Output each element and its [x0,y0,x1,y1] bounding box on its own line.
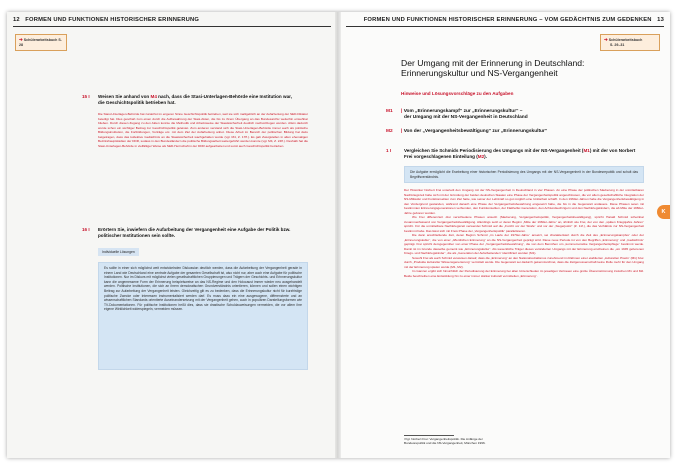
answer-paragraph-5: Im Ganzen ergibt sich hinsichtlich der Periodisierung der Erinnerung bei allen Unterschieden im jeweiligen Vertrauen eine große Übereinstimmung zwischen M1 und M2. Beide beschreiben eine Entwicklung hin zu einer immer stärker kulturell vermittelten „Erinnerung“. [404,269,644,278]
material-m2: M2 | Von der „Vergangenheitsbewältigung“ zur „Erinnerungskultur“ [386,129,548,134]
workbook-reference-line2: S. 29–31 [610,43,625,47]
task-15-rest: nach, dass die Stasi-Unterlagen-Behörde eine Institution war, die Geschichtspolitik betrieben hat. [98,94,292,106]
workbook-reference-text: Schülerarbeitsbuch S. 28 [19,38,62,47]
material-m1-title-line2: der Umgang mit der NS-Vergangenheit in Deutschland [404,115,528,120]
task-1-ref1: M1 [583,148,590,153]
task-1-hint: Die Aufgabe ermöglicht die Erarbeitung einer historischen Periodisierung des Umgangs mit der NS-Vergangenheit in der Bundesrepublik und schult das Begriffsverständnis. [410,170,638,179]
task-15-answer: Die Stasi-Unterlagen-Behörde hat zunächst im engeren Sinne Geschichtspolitik betrieben, weil sie sich maßgeblich an der Aufarbeitung der SED-Diktatur beteiligt hat. Dies geschah zum einen durch die Aufbewahrung der Stasi-Akten, die bis zu ihrem Übergang an das Bundesarchiv weiterhin einsehbar blieben. Durch diesen Zugang zu den Akten konnte die Methodik und Arbeitsweise der Staatssicherheit deutlich nachvollzogen werden. Allein dadurch wurde schon ein wichtiger Beitrag zur Geschichtspolitik geleistet. Zum anderen verstand sich die Stasi-Unterlagen-Behörde immer auch als politische Bildungsinstitution, die Fortbildungen, Vorträge etc. mit dem Ziel der Aufarbeitung anbot. Diese Arbeit im Bereich der politischen Bildung hat dazu beigetragen, dass das kollektive Gedächtnis an die Staatssicherheit wachgehalten wurde (vgl. M4, Z. 17ff.). Es gab Zweigstellen in allen ehemaligen Bezirkshauptstädten der DDR, sodass in den Bundesländern die politische Bildungsarbeit weitergeführt werden konnte (vgl. M4, Z. 24ff.). Deshalb hat die Stasi-Unterlagen-Behörde in vielfältiger Weise als SED-Herrschaft in der DDR aufgearbeitet und somit auch Geschichtspolitik betrieben. [98,112,308,148]
workbook-reference-line1: Schülerarbeitsbuch [608,38,643,42]
footnote-line1: ¹Vgl. Norbert Frei: Vergangenheitspolitik. Die Anfänge der [404,437,483,441]
task-15-number: 15 I [82,94,90,99]
task-16-answer: Es sollte in einer sich möglichst weit entwickelnden Diskussion deutlich werden, dass die Aufarbeitung der Vergangenheit gerade in einem Land wie Deutschland eine zentrale Aufgabe der gesamten Gesellschaft ist, also nicht nur, aber auch eine Aufgabe für politische Institutionen. Nur im Diskurs mit möglichst vielen gesellschaftlichen Gruppierungen und Trägern der Geschichts- und Erinnerungskultur kann die angemessene Form der Erinnerung beispielsweise an das NS-Regime und den Holocaust immer wieder neu ausgehandelt werden. Politische Institutionen, die sich an ihrem demokratischen Grundverständnis orientieren, können und sollen einen wichtigen Beitrag zur Aufarbeitung der Vergangenheit leisten. Gleichzeitig gilt es zu bedenken, dass die Erinnerungskultur nicht für kurzfristige politische Zwecke oder Interessen instrumentalisiert werden darf. Es muss dazu ein eine ausgewogene, differenzierte und an wissenschaftlichen Standards orientierte Auseinandersetzung mit der Vergangenheit gehen, auch in populären Darstellungsformen wie TV-Dokumentationen. Für politische Institutionen heißt dies, dass sie drastische Schuldzuweisungen vermeiden, die vor allem ihre eigene Wirklichkeit widerspiegeln, vermeiden müssen. [104,266,302,312]
task-15-ref: M4 [150,94,157,99]
chapter-title-line2: Erinnerungskultur und NS-Vergangenheit [401,68,558,78]
left-running-header [13,17,199,23]
chapter-title-line1: Der Umgang mit der Erinnerung in Deutschland: [401,58,585,68]
material-m1: M1 | Vom „Erinnerungskampf“ zur „Erinnerungskultur“ – der Umgang mit der NS-Vergangenheit in Deutschland [386,109,528,120]
footnote-line2: Bundesrepublik und die NS-Vergangenheit, München 1996. [404,441,486,446]
right-page-number: 13 [657,17,664,23]
footnote-rule [404,435,454,436]
chapter-side-tab: K [657,205,670,219]
task-1-number: 1 I [386,148,392,153]
book-gutter [335,12,341,458]
task-1-text [404,148,644,160]
left-header-rule [13,26,331,27]
task-16-text: Erörtern Sie, inwiefern die Aufarbeitung der Vergangenheit eine Aufgabe der Politik bzw. politischer Institutionen sein sollte. [98,227,291,239]
workbook-reference-left [15,34,67,51]
task-15-text [98,94,298,106]
right-header-text: FORMEN UND FUNKTIONEN HISTORISCHER ERINNERUNG – VOM GEDÄCHTNIS ZUM GEDENKEN [363,17,652,23]
material-m1-title: Vom „Erinnerungskampf“ zur „Erinnerungskultur“ – [403,109,523,114]
task-1-prefix: Vergleichen Sie Schmids Periodisierung des Umgangs mit der NS-Vergangenheit ( [404,148,584,153]
material-m1-label: M1 [386,109,393,114]
answer-paragraph-2: Wo Frei differenziert drei verschiedene Phasen ansetzt (Säuberung, Vergangenheitspolitik, Vergangenheitsbewältigung), spricht Harald Schmid scheinbar zusammenfassend von Vergangenheitsbewältigung. Allerdings setzt er deren Beginn „Mitte der 1960er-Jahre“ an, ähnlich wie Frei, der von den „späten Kriegsjahre Jahren“ spricht. Für die unmittelbare Nachkriegszeit verwendet Schmid auf die „Furcht vor der Strafe“ und vor der „Siegerjustiz“ (Z. 11f.), die das Verhältnis zur NS-Vergangenheit bestimmt habe. Das lässt sich mit Freis Phase der „Vergangenheitspolitik“ parallelisieren. [404,215,644,233]
hints-subheading: Hinweise und Lösungsvorschläge zu den Aufgaben [401,91,514,96]
task-16-number: 16 I [82,227,90,232]
chapter-title [401,58,651,78]
material-m2-title: Von der „Vergangenheitsbewältigung“ zur „Erinnerungskultur“ [403,129,548,134]
arrow-right-icon: ➔ [19,37,23,42]
task-1-answer [404,188,644,278]
individual-solutions-tag: Individuelle Lösungen [98,248,139,256]
task-1-middle: ) mit der von Norbert Frei vorgeschlagenen Einteilung ( [404,148,636,160]
task-16-answer-box [98,262,308,370]
task-1-hint-box [404,166,644,183]
arrow-right-icon: ➔ [604,37,608,42]
answer-paragraph-3: Die dann anschließende Zeit, deren Beginn Schmid „im Laufe der 1970er-Jahre“ ansetzt, sei charakterisiert durch die Zeit des „Erinnerungskampfes“ oder der „Erinnerungskultur“, die von einer „öffentlichen Erinnerung“ an die NS-Vergangenheit geprägt wird. Diese neue Periode ist von den Begriffen „Erinnerung“ und „Gedächtnis“ geprägt. Frei spricht demgegenüber von einer Phase der „Vergangenheitsbewahrung“, die von dem Bemühen um „kommemorative Vergangenheitspflege“ bestimmt werde. Damit ist im Grunde dasselbe gemeint wie „Erinnerungskultur“. Als wesentliche Träger dieses veränderten Umgangs mit der Erinnerung erscheinen die „um 1945 geborenen Kriegs- und Nachkriegskinder“, die als „Generation der Aufarbeitenden“ identifiziert werden (M1). [404,233,644,255]
answer-paragraph-4: Sowohl Frei als auch Schmid verweisen darauf, dass die „Erinnerung“ an den Nationalsozialismus zunehmend im Rahmen einer etablierten „kulturellen Praxis“ (M1) bzw. durch „Produkte kultureller Wissensgenerierung“ vermittelt werde. Die Gegenwart sei dadurch gekennzeichnet, dass die Zeitgenossenschaft keine Rolle mehr für den Umgang mit der Erinnerung spielen werde (M1, M2). [404,255,644,269]
answer-paragraph-1: Der Historiker Norbert Frei unterteilt den Umgang mit der NS-Vergangenheit in Deutschland in vier Phasen. An eine Phase der politischen Säuberung in der unmittelbaren Nachkriegszeit habe sich mit der Gründung der beiden deutschen Staaten eine Phase der Vergangenheitspolitik angeschlossen, die vor allem gesellschaftliche Integration der NS-Mitläufer und Funktionseliten zum Ziel hatte, wie seiner der Lehrkraft so gut möglich eine Unklarheit schafft. In den 1960er-Jahren habe die Vergangenheitsbewältigung in den Vordergrund gestanden, während danach eine Phase der Vergangenheitsbewahrung eingesetzt habe, die bis in die Gegenwart andauere. Diese Phasen seien mit bestimmten Erinnerungsgenerationen verbunden, den Funktionseliten, der Flakhelfer-Generation, den Achtundsechzigern und den Nachkriegskindern, die ab Mitte der 1960er-Jahre geboren wurden. [404,188,644,215]
task-1-ref2: M2 [477,154,485,160]
right-header-rule [346,26,664,27]
material-m2-label: M2 [386,129,393,134]
left-page [7,12,338,458]
right-running-header [364,17,664,23]
book-spread [7,12,670,458]
right-page [338,12,670,458]
footnote [404,437,604,445]
left-page-number: 12 [13,17,20,23]
task-15-prefix: Weisen Sie anhand von [98,94,151,99]
workbook-reference-right [600,34,660,51]
task-1-suffix: ). [484,154,487,160]
left-header-text: FORMEN UND FUNKTIONEN HISTORISCHER ERINNERUNG [25,17,200,23]
